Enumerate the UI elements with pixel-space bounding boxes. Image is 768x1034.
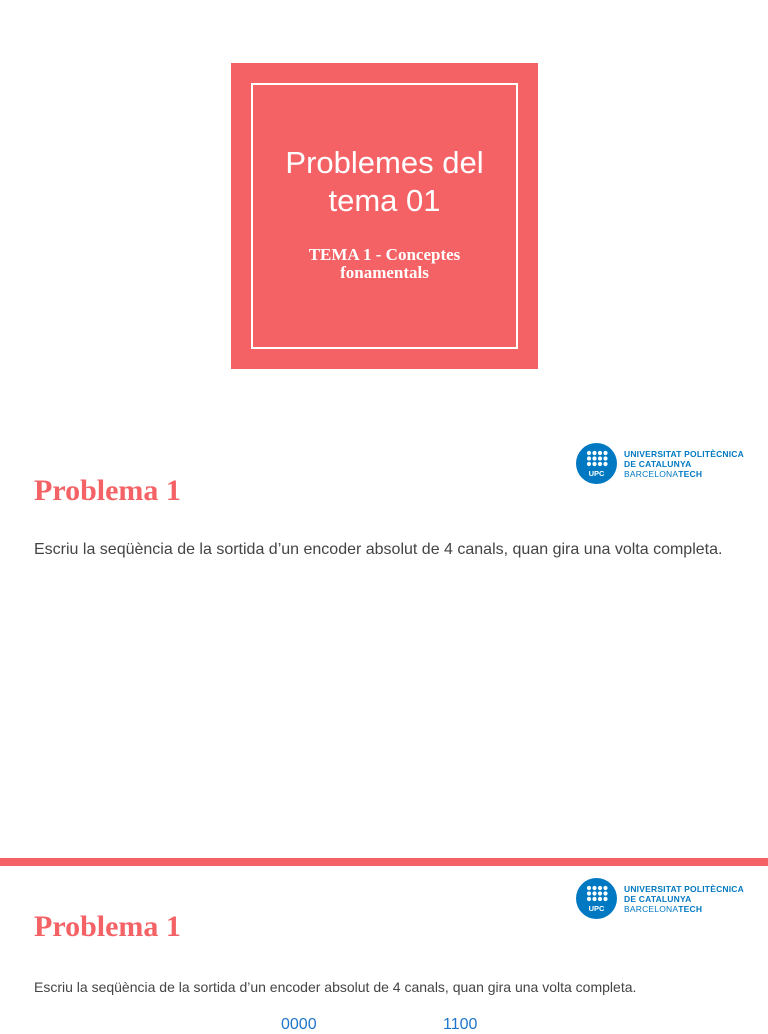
code-value: 1100 (443, 1016, 478, 1033)
upc-badge: UPC (588, 904, 605, 913)
cover-frame (251, 83, 518, 349)
slide-problem-1 (0, 430, 768, 850)
upc-line2: DE CATALUNYA (624, 458, 692, 469)
cover-subtitle: TEMA 1 - Conceptes fonamentals (308, 245, 461, 282)
upc-line1: UNIVERSITAT POLITÈCNICA (624, 883, 744, 894)
upc-line3-light: BARCELONA (624, 468, 679, 479)
upc-logo (576, 443, 744, 484)
upc-line3-bold: TECH (678, 468, 703, 479)
problem-statement: Escriu la seqüència de la sortida d’un encoder absolut de 4 canals, quan gira una volta completa. (34, 979, 637, 995)
cover-title: Problemes del tema 01 (285, 145, 484, 218)
cover-card (231, 63, 538, 369)
problem-title: Problema 1 (34, 910, 181, 943)
upc-line3-light: BARCELONA (624, 903, 679, 914)
upc-logo-text (624, 884, 744, 914)
slide-problem-1-solution (0, 858, 768, 1032)
upc-logo-text (624, 449, 744, 479)
upc-logo (576, 878, 744, 919)
upc-logo-icon (576, 878, 617, 919)
code-value: 0000 (281, 1016, 317, 1033)
upc-logo-icon (576, 443, 617, 484)
upc-line3-bold: TECH (678, 903, 703, 914)
problem-statement: Escriu la seqüència de la sortida d’un encoder absolut de 4 canals, quan gira una volta completa. (34, 541, 723, 558)
upc-line2: DE CATALUNYA (624, 893, 692, 904)
upc-badge: UPC (588, 469, 605, 478)
problem-title: Problema 1 (34, 474, 181, 507)
upc-line1: UNIVERSITAT POLITÈCNICA (624, 448, 744, 459)
